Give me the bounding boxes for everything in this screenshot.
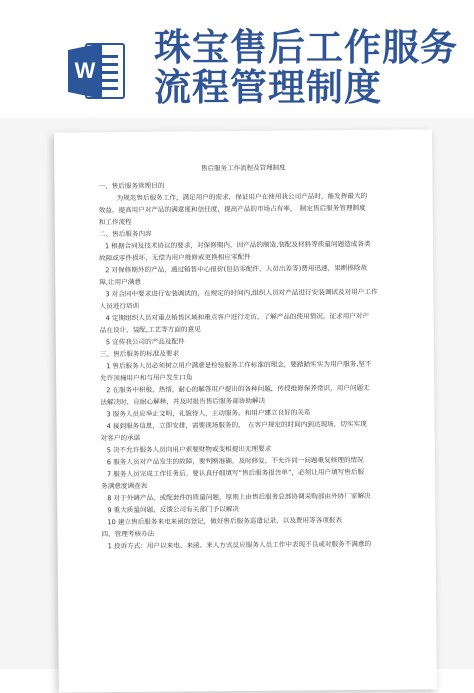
document-line: 品在设计，装配,工艺等方面的意见 xyxy=(99,325,201,335)
document-line: 三、售后服务的标准及要求 xyxy=(99,349,180,359)
document-line: 6 服务人员对产品发生的故障，要判断准确，及时修复，不允许同一问题重复修理的情况 xyxy=(106,455,364,467)
document-line: 和工作流程 xyxy=(98,217,132,227)
document-line: 1 根据合同及技术协议的要求，对保修期内，因产品的制造,装配及材料等质量问题造成各类 xyxy=(104,239,371,251)
document-line: 对客户的承诺 xyxy=(100,433,141,443)
document-line: 3 对合同中要求进行安装调试的，在规定的时间内,组织人员对产品进行安装调试及对用户工作 xyxy=(105,287,378,299)
document-line: 7 服务人员完成工作任务后，要认真仔细填写“售后服务报告单”，必须让用户填写售后服 xyxy=(106,467,365,479)
document-line: 故障或零件损坏，无偿为用户维修或更换相应零配件 xyxy=(99,252,251,263)
document-line: 3 服务人员应举止文明，礼貌待人，主动服务，和用户建立良好的关系 xyxy=(106,408,311,419)
document-line: 2 对保修期外的产品，通过销售中心报价(包括零配件，人员出差等)费用迅速，果断排除故 xyxy=(105,263,368,275)
document-line: 人员进行培训 xyxy=(99,301,140,311)
document-line: 效益，提高用户对产品的满意度和信任度，提高产品的市场占有率， 制定售后服务管理制度 xyxy=(98,203,366,215)
document-line: 允许顶撞用户和与用户发生口角 xyxy=(100,373,193,383)
document-line: 9 重大质量问题，反馈公司有关部门予以解决 xyxy=(107,505,239,515)
banner-title xyxy=(154,28,458,108)
document-line: 10 建立售后服务来电来函的登记，做好售后服务巡遣记录，以及费用等各项报表 xyxy=(107,516,343,527)
document-body xyxy=(98,178,401,553)
banner xyxy=(0,0,474,118)
document-line: 4 接到服务信息，立即安排，需要现场服务的， 在客户规定的时间内到达现场，切实实现 xyxy=(106,419,367,431)
document-line: 8 对于外调产品，或配套件的质量问题，原则上由售后服务总部协调采购部由外协厂家解决 xyxy=(107,491,371,503)
document-line: 四、管理考核办法 xyxy=(101,529,155,539)
document-line: 障,让用户满意 xyxy=(99,277,142,287)
document-line: 一、售后服务管理目的 xyxy=(98,181,165,191)
banner-title-line-1: 珠宝售后工作服务 xyxy=(154,26,458,69)
document-line: 1 售后服务人员必须树立用户满意是检验服务工作标准的理念，要踏踏实实为用户服务,坚不 xyxy=(106,359,372,371)
document-line: 法解决时，应耐心解释，并及时报告售后服务部协助解决 xyxy=(100,396,266,407)
banner-title-line-2: 流程管理制度 xyxy=(154,66,382,109)
document-title: 售后服务工作流程及管理制度 xyxy=(201,163,286,173)
word-icon xyxy=(66,40,128,102)
document-line: 5 决不允许服务人员向用户索要财物或变相提出无理要求 xyxy=(106,444,272,455)
document-line: 5 宣传我公司的产品及配件 xyxy=(105,337,185,347)
document-line: 二、售后服务内容 xyxy=(98,229,152,239)
document-line: 4 定期组织人员对重点销售区域和重点客户进行走访，了解产品的使用情况，征求用户对产 xyxy=(105,311,370,323)
document-line: 务满意度调查表 xyxy=(101,481,148,491)
document-line: 2 在服务中积极，热情，耐心的解答用户提出的各种问题，传授维修保养常识，用户问题无 xyxy=(106,383,370,395)
document-page xyxy=(54,129,437,692)
document-line: 为规范售后服务工作，满足用户的需求，保证用户在使用我公司产品时，能发挥最大的 xyxy=(116,191,368,203)
document-line: 1 投诉方式：用户以来电、来函、来人方式反应服务人员工作中表现不良或对服务不满意的 xyxy=(107,539,372,551)
document-preview-area xyxy=(0,118,474,669)
word-icon-letter: W xyxy=(74,58,96,83)
